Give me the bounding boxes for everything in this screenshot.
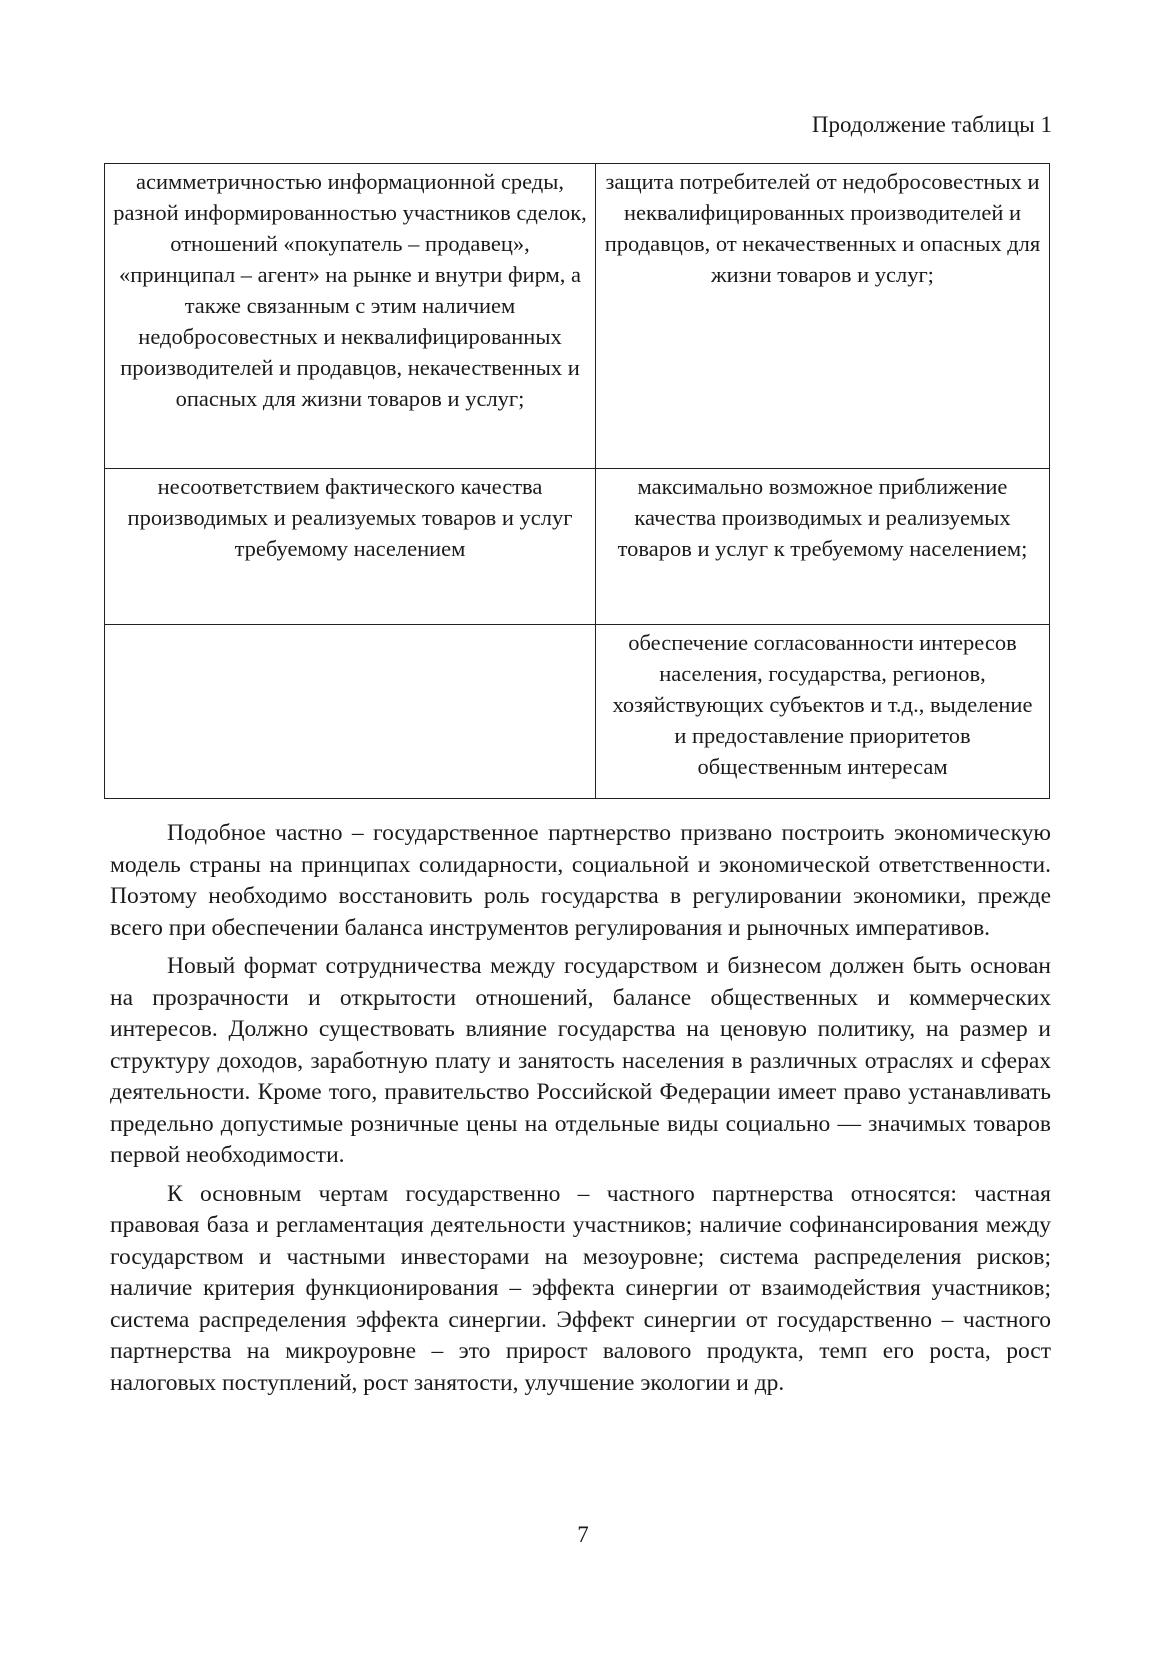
table-cell-right: защита потребителей от недобросовестных и неквалифицированных производителей и продавцов, от некачественных и опасных для жизни товаров и услуг; bbox=[596, 164, 1050, 469]
table-row bbox=[105, 164, 1050, 469]
page-number: 7 bbox=[577, 1522, 589, 1547]
table-cell-right: максимально возможное приближение качества производимых и реализуемых товаров и услуг к требуемому населением; bbox=[596, 469, 1050, 625]
table-caption: Продолжение таблицы 1 bbox=[811, 112, 1052, 137]
body-text bbox=[110, 818, 1051, 1406]
table-cell-left-empty bbox=[105, 625, 596, 799]
paragraph-new-format: Новый формат сотрудничества между государством и бизнесом должен быть основан на прозрачности и открытости отношений, балансе общественных и коммерческих интересов. Должно существовать влияние государства на ценовую политику, на размер и структуру доходов, заработную плату и занятость населения в различных отраслях и сферах деятельности. Кроме того, правительство Российской Федерации имеет право устанавливать предельно допустимые розничные цены на отдельные виды социально — значимых товаров первой необходимости. bbox=[110, 953, 1051, 1168]
table-cell-left: асимметричностью информационной среды, разной информированностью участников сделок, отношений «покупатель – продавец», «принципал – агент» на рынке и внутри фирм, а также связанным с этим наличием недобросовестных и неквалифицированных производителей и продавцов, некачественных и опасных для жизни товаров и услуг; bbox=[105, 164, 596, 469]
paragraph-main-features: К основным чертам государственно – частного партнерства относятся: частная правовая база и регламентация деятельности участников; наличие софинансирования между государством и частными инвесторами на мезоуровне; система распределения рисков; наличие критерия функционирования – эффекта синергии от взаимодействия участников; система распределения эффекта синергии. Эффект синергии от государственно – частного партнерства на микроуровне – это прирост валового продукта, темп его роста, рост налоговых поступлений, рост занятости, улучшение экологии и др. bbox=[110, 1180, 1051, 1396]
table-cell-left: несоответствием фактического качества производимых и реализуемых товаров и услуг требуемому населением bbox=[105, 469, 596, 625]
paragraph-partnership-model: Подобное частно – государственное партнерство призвано построить экономическую модель страны на принципах солидарности, социальной и экономической ответственности. Поэтому необходимо восстановить роль государства в регулировании экономики, прежде всего при обеспечении баланса инструментов регулирования и рыночных императивов. bbox=[110, 820, 1051, 941]
table-cell-right: обеспечение согласованности интересов населения, государства, регионов, хозяйствующих субъектов и т.д., выделение и предоставление приоритетов общественным интересам bbox=[596, 625, 1050, 799]
continuation-table bbox=[104, 163, 1050, 799]
table-row bbox=[105, 625, 1050, 799]
table-row bbox=[105, 469, 1050, 625]
